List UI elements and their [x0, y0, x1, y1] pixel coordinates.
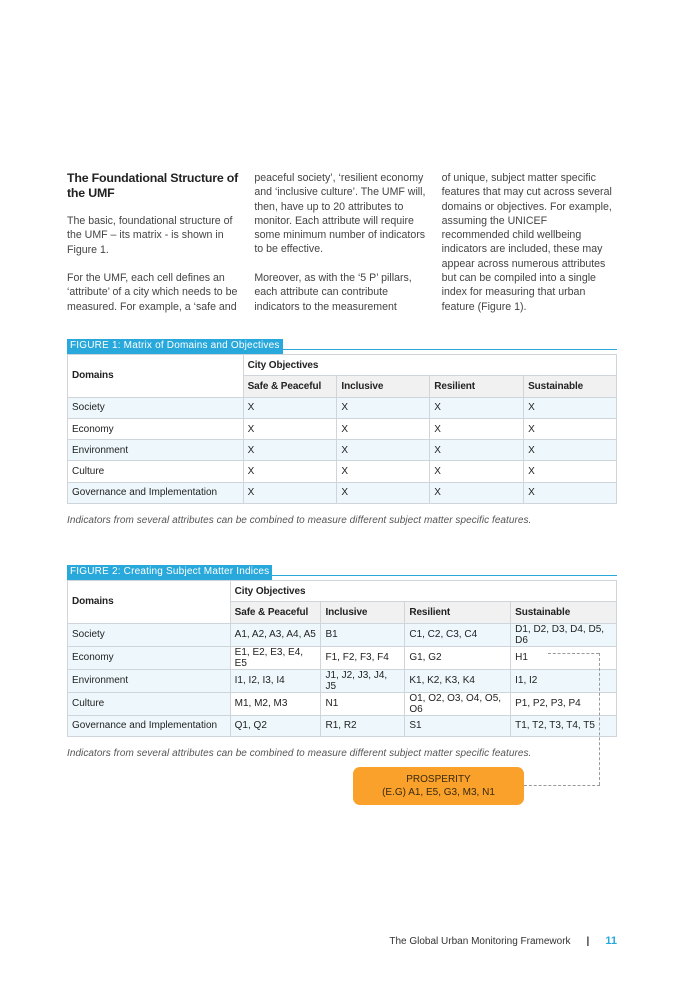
column-header: Resilient	[430, 376, 524, 397]
paragraph: Moreover, as with the ‘5 P’ pillars, each attribute can contribute indicators to the measurement	[254, 272, 412, 313]
domain-cell: Environment	[68, 440, 244, 461]
table-cell: Q1, Q2	[230, 715, 321, 736]
table-cell: M1, M2, M3	[230, 692, 321, 715]
table-cell: I1, I2	[511, 669, 617, 692]
column-header: Inclusive	[321, 602, 405, 623]
table-cell: F1, F2, F3, F4	[321, 646, 405, 669]
table-cell: X	[243, 461, 337, 482]
table-cell: X	[243, 397, 337, 418]
text-column-2	[254, 171, 429, 328]
body-text-columns	[67, 171, 617, 328]
domain-cell: Environment	[68, 669, 231, 692]
domain-cell: Culture	[68, 461, 244, 482]
table-row	[68, 482, 617, 503]
table-row	[68, 646, 617, 669]
domain-cell: Culture	[68, 692, 231, 715]
table-cell: X	[243, 482, 337, 503]
domains-header: Domains	[68, 355, 244, 398]
table-cell: C1, C2, C3, C4	[405, 623, 511, 646]
table-cell: S1	[405, 715, 511, 736]
domain-cell: Governance and Implementation	[68, 715, 231, 736]
table-cell: X	[430, 482, 524, 503]
domain-cell: Economy	[68, 646, 231, 669]
city-objectives-header: City Objectives	[243, 355, 616, 376]
table-cell: J1, J2, J3, J4, J5	[321, 669, 405, 692]
table-cell: X	[430, 461, 524, 482]
table-cell: X	[337, 418, 430, 439]
figure-label-bar	[67, 561, 617, 576]
table-cell: P1, P2, P3, P4	[511, 692, 617, 715]
connector-line	[524, 785, 600, 786]
table-row	[68, 397, 617, 418]
footer-separator: |	[586, 935, 590, 947]
table-cell: B1	[321, 623, 405, 646]
paragraph: The basic, foundational structure of the UMF – its matrix - is shown in Figure 1.	[67, 215, 233, 256]
table-row	[68, 461, 617, 482]
callout-title: PROSPERITY	[406, 774, 471, 785]
text-column-3	[442, 171, 617, 328]
column-header: Resilient	[405, 602, 511, 623]
table-cell: E1, E2, E3, E4, E5	[230, 646, 321, 669]
domain-cell: Society	[68, 397, 244, 418]
table-cell: N1	[321, 692, 405, 715]
page-footer	[389, 935, 617, 947]
figure-caption: Indicators from several attributes can be combined to measure different subject matter specific features.	[67, 515, 532, 527]
table-cell: X	[243, 418, 337, 439]
table-cell: I1, I2, I3, I4	[230, 669, 321, 692]
page-number: 11	[605, 935, 617, 947]
footer-title: The Global Urban Monitoring Framework	[389, 935, 571, 947]
domains-objectives-table	[67, 354, 617, 504]
table-row	[68, 440, 617, 461]
table-cell: X	[337, 461, 430, 482]
section-heading: The Foundational Structure of the UMF	[67, 171, 239, 200]
prosperity-callout	[353, 767, 524, 805]
figure-label-bar	[67, 335, 617, 350]
table-cell: X	[243, 440, 337, 461]
table-cell: X	[337, 397, 430, 418]
figure-label: FIGURE 1: Matrix of Domains and Objectives	[67, 339, 283, 354]
figure-2	[67, 561, 617, 759]
paragraph: For the UMF, each cell defines an ‘attribute’ of a city which needs to be measured. For example, a ‘safe and	[67, 272, 238, 313]
city-objectives-header: City Objectives	[230, 581, 616, 602]
column-header: Safe & Peaceful	[243, 376, 337, 397]
table-cell: X	[524, 397, 617, 418]
table-cell: A1, A2, A3, A4, A5	[230, 623, 321, 646]
domain-cell: Governance and Implementation	[68, 482, 244, 503]
connector-line	[548, 653, 599, 654]
domain-cell: Economy	[68, 418, 244, 439]
text-column-1	[67, 171, 242, 328]
figure-caption: Indicators from several attributes can be combined to measure different subject matter specific features.	[67, 747, 532, 759]
table-row	[68, 692, 617, 715]
table-cell: X	[430, 418, 524, 439]
subject-matter-indices-table	[67, 580, 617, 737]
table-cell: T1, T2, T3, T4, T5	[511, 715, 617, 736]
figure-label: FIGURE 2: Creating Subject Matter Indices	[67, 565, 272, 580]
column-header: Sustainable	[524, 376, 617, 397]
table-cell: X	[524, 440, 617, 461]
table-cell: X	[524, 418, 617, 439]
table-cell: O1, O2, O3, O4, O5, O6	[405, 692, 511, 715]
table-cell: H1	[511, 646, 617, 669]
table-row	[68, 623, 617, 646]
table-cell: X	[524, 482, 617, 503]
connector-line	[599, 653, 600, 785]
table-cell: G1, G2	[405, 646, 511, 669]
table-cell: X	[524, 461, 617, 482]
table-cell: R1, R2	[321, 715, 405, 736]
table-cell: X	[430, 440, 524, 461]
table-cell: X	[337, 482, 430, 503]
table-row	[68, 418, 617, 439]
figure-1	[67, 335, 617, 526]
callout-example: (E.G) A1, E5, G3, M3, N1	[382, 787, 495, 798]
table-cell: D1, D2, D3, D4, D5, D6	[511, 623, 617, 646]
column-header: Sustainable	[511, 602, 617, 623]
table-cell: X	[430, 397, 524, 418]
column-header: Inclusive	[337, 376, 430, 397]
table-row	[68, 669, 617, 692]
domain-cell: Society	[68, 623, 231, 646]
paragraph: peaceful society’, ‘resilient economy and ‘inclusive culture’. The UMF will, then, have up to 20 attributes to monitor. Each attribute will require some minimum number of indicators to be effective.	[254, 172, 426, 256]
column-header: Safe & Peaceful	[230, 602, 321, 623]
paragraph: of unique, subject matter specific features that may cut across several domains or objectives. For example, assuming the UNICEF recommended child wellbeing indicators are included, these may appear across numerous attributes but can be compiled into a single index for measuring that urban feature (Figure 1).	[441, 172, 612, 313]
table-row	[68, 715, 617, 736]
domains-header: Domains	[68, 581, 231, 624]
table-cell: K1, K2, K3, K4	[405, 669, 511, 692]
table-cell: X	[337, 440, 430, 461]
